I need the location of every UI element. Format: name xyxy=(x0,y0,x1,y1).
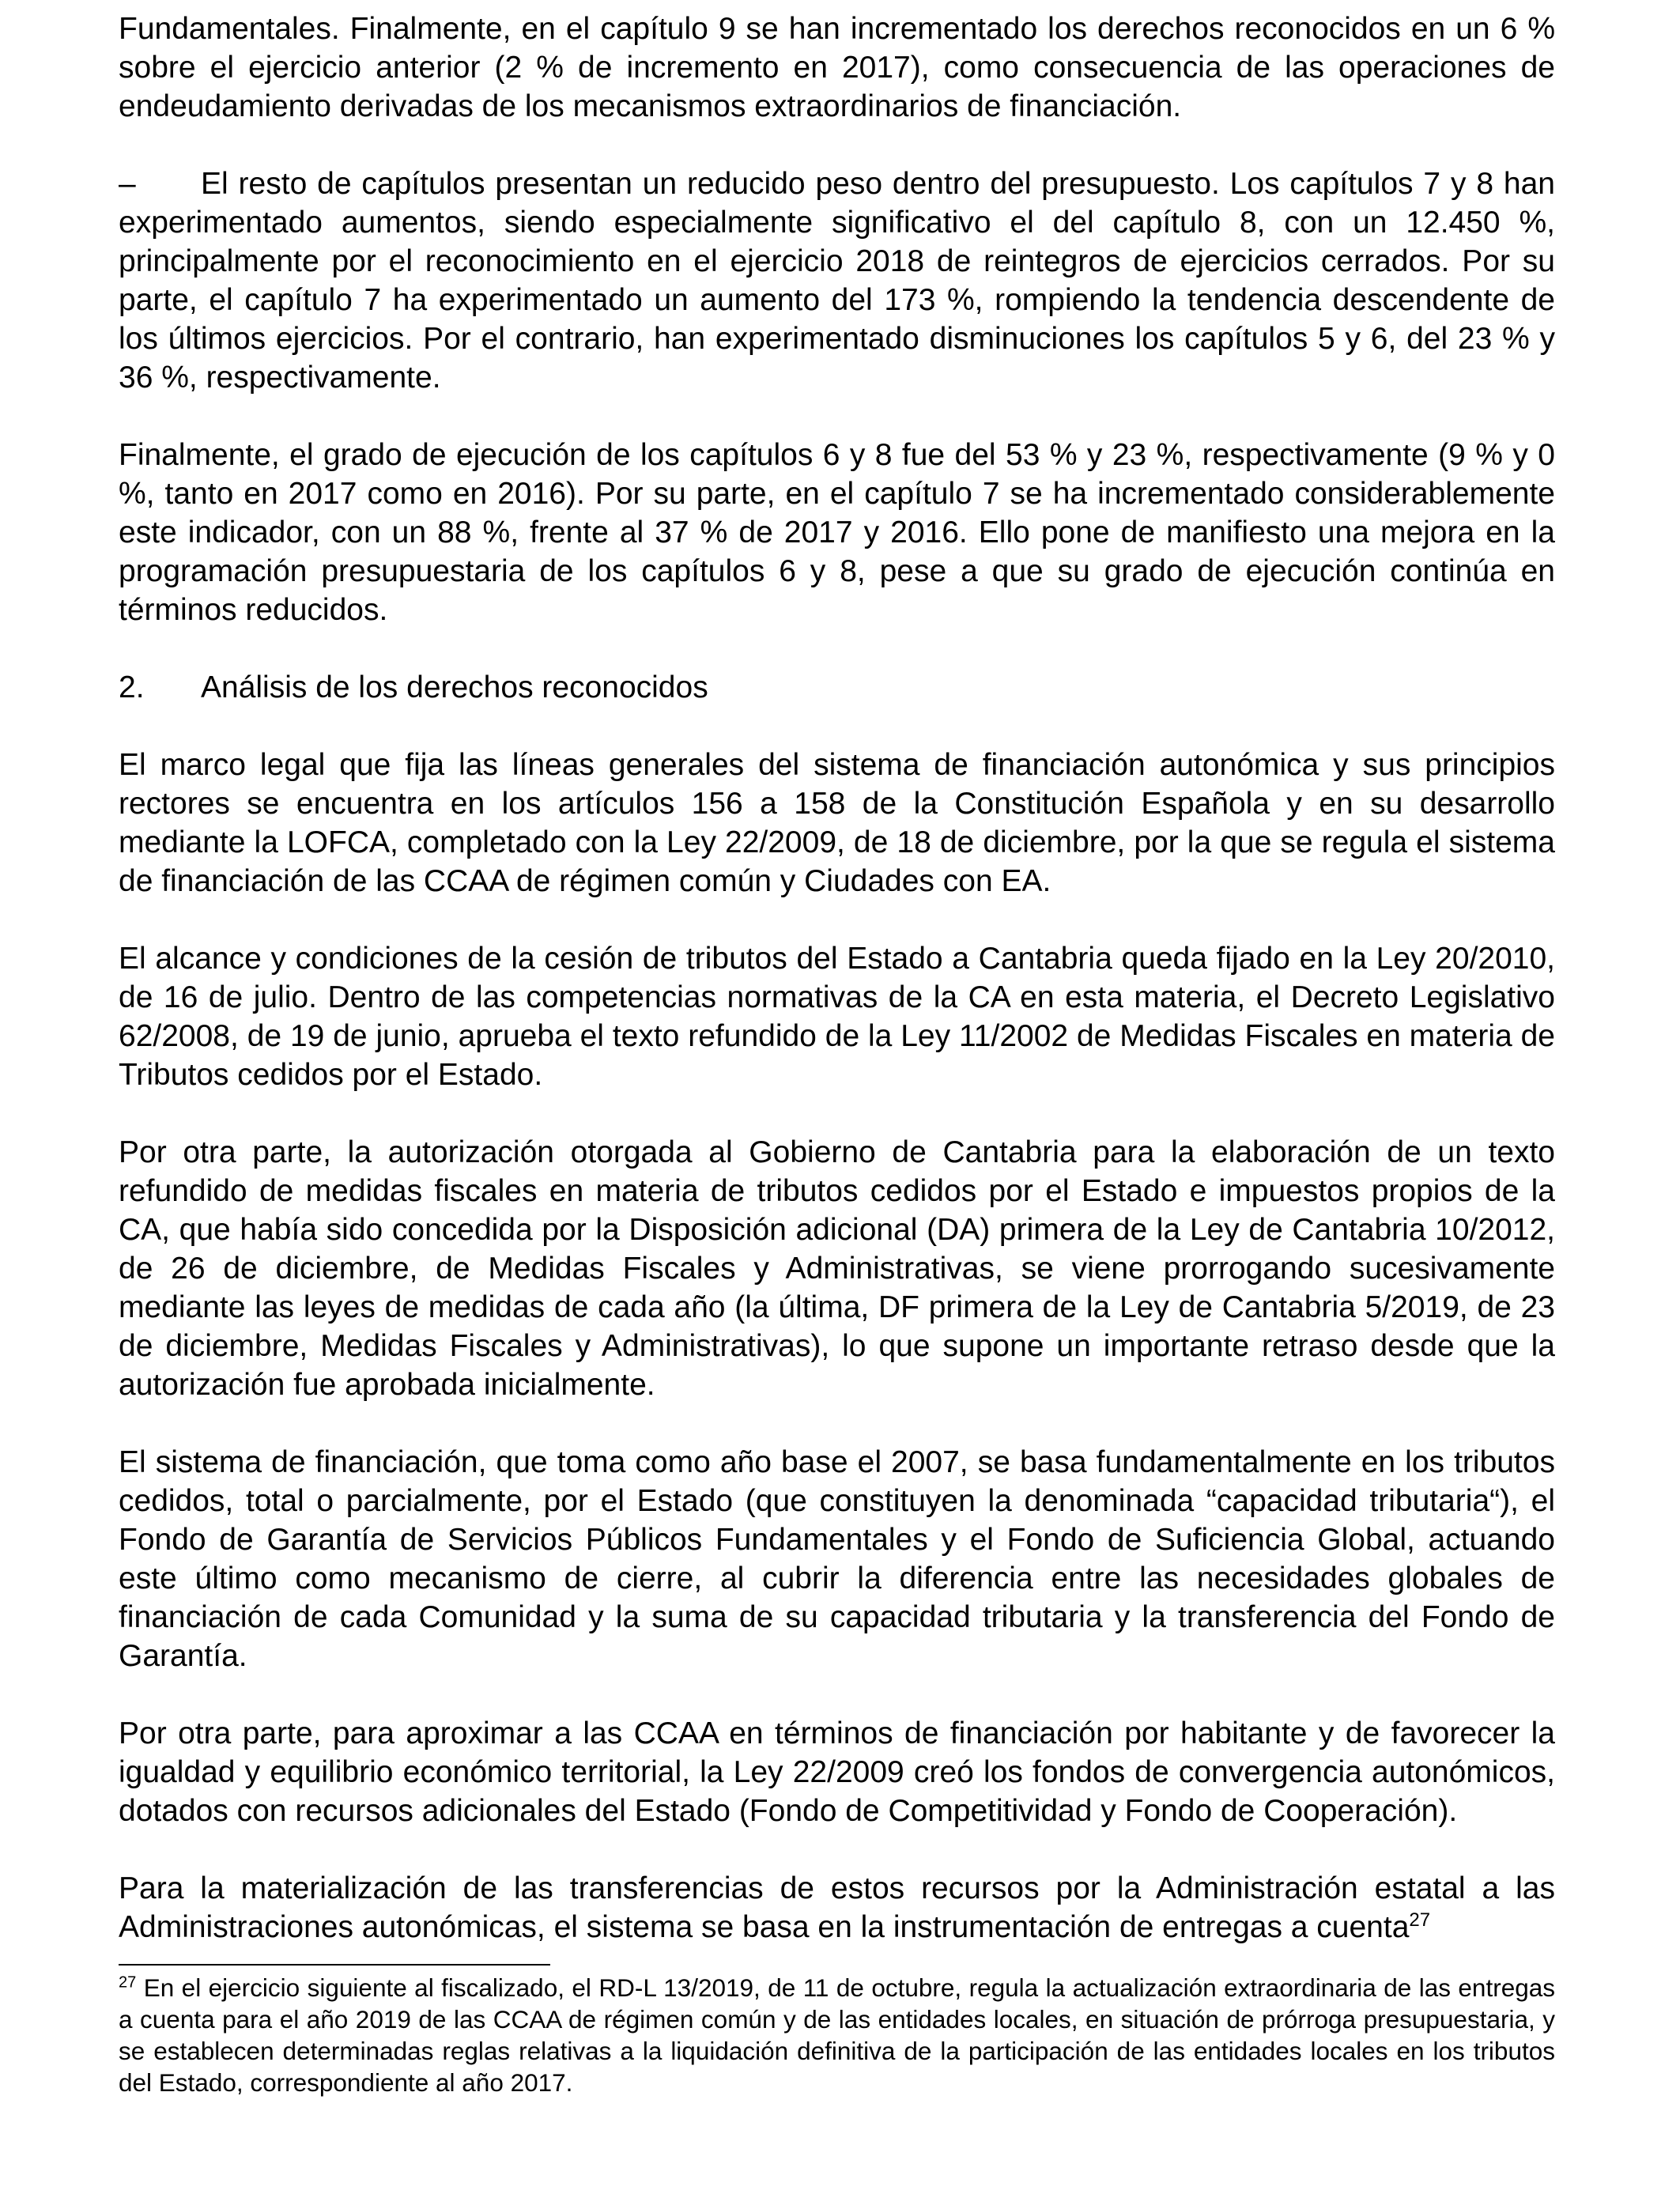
bullet-dash: – xyxy=(119,167,136,201)
bullet-text: El resto de capítulos presentan un reducido peso dentro del presupuesto. Los capítulos 7 y 8 han experimentado aumentos, siendo especialmente significativo el del capítulo 8, con un 12.450 %, principalmente por el reconocimiento en el ejercicio 2018 de reintegros de ejercicios cerrados. Por su parte, el capítulo 7 ha experimentado un aumento del 173 %, rompiendo la tendencia descendente de los últimos ejercicios. Por el contrario, han experimentado disminuciones los capítulos 5 y 6, del 23 % y 36 %, respectivamente. xyxy=(119,167,1555,395)
section-heading xyxy=(119,668,1555,707)
footnote-text: En el ejercicio siguiente al fiscalizado, el RD-L 13/2019, de 11 de octubre, regula la actualización extraordinaria de las entregas a cuenta para el año 2019 de las CCAA de régimen común y de las entidades locales, en situación de prórroga presupuestaria, y se establecen determinadas reglas relativas a la liquidación definitiva de la participación de las entidades locales en los tributos del Estado, correspondiente al año 2017. xyxy=(119,1973,1555,2097)
paragraph-marco-legal: El marco legal que fija las líneas generales del sistema de financiación autonómica y sus principios rectores se encuentra en los artículos 156 a 158 de la Constitución Española y en su desarrollo mediante la LOFCA, completado con la Ley 22/2009, de 18 de diciembre, por la que se regula el sistema de financiación de las CCAA de régimen común y Ciudades con EA. xyxy=(119,748,1555,898)
paragraph-fondos-convergencia: Por otra parte, para aproximar a las CCAA en términos de financiación por habitante y de favorecer la igualdad y equilibrio económico territorial, la Ley 22/2009 creó los fondos de convergencia autonómicos, dotados con recursos adicionales del Estado (Fondo de Competitividad y Fondo de Cooperación). xyxy=(119,1716,1555,1828)
paragraph-sistema-financiacion: El sistema de financiación, que toma como año base el 2007, se basa fundamentalmente en los tributos cedidos, total o parcialmente, por el Estado (que constituyen la denominada “capacidad tributaria“), el Fondo de Garantía de Servicios Públicos Fundamentales y el Fondo de Suficiencia Global, actuando este último como mecanismo de cierre, al cubrir la diferencia entre las necesidades globales de financiación de cada Comunidad y la suma de su capacidad tributaria y la transferencia del Fondo de Garantía. xyxy=(119,1445,1555,1673)
paragraph-grado-ejecucion: Finalmente, el grado de ejecución de los capítulos 6 y 8 fue del 53 % y 23 %, respectivamente (9 % y 0 %, tanto en 2017 como en 2016). Por su parte, en el capítulo 7 se ha incrementado considerablemente este indicador, con un 88 %, frente al 37 % de 2017 y 2016. Ello pone de manifiesto una mejora en la programación presupuestaria de los capítulos 6 y 8, pese a que su grado de ejecución continúa en términos reducidos. xyxy=(119,438,1555,627)
paragraph-capitulo-9: Fundamentales. Finalmente, en el capítulo 9 se han incrementado los derechos reconocidos en un 6 % sobre el ejercicio anterior (2 % de incremento en 2017), como consecuencia de las operaciones de endeudamiento derivadas de los mecanismos extraordinarios de financiación. xyxy=(119,12,1555,123)
paragraph-entregas-cuenta-text: Para la materialización de las transferencias de estos recursos por la Administración estatal a las Administraciones autonómicas, el sistema se basa en la instrumentación de entregas a cuenta xyxy=(119,1871,1555,1944)
footnote-number: 27 xyxy=(119,1973,137,1992)
bullet-paragraph-resto-capitulos xyxy=(119,164,1555,397)
section-title: Análisis de los derechos reconocidos xyxy=(201,670,708,704)
paragraph-entregas-cuenta xyxy=(119,1869,1555,1947)
paragraph-autorizacion-gobierno: Por otra parte, la autorización otorgada al Gobierno de Cantabria para la elaboración de un texto refundido de medidas fiscales en materia de tributos cedidos por el Estado e impuestos propios de la CA, que había sido concedida por la Disposición adicional (DA) primera de la Ley de Cantabria 10/2012, de 26 de diciembre, de Medidas Fiscales y Administrativas, se viene prorrogando sucesivamente mediante las leyes de medidas de cada año (la última, DF primera de la Ley de Cantabria 5/2019, de 23 de diciembre, Medidas Fiscales y Administrativas), lo que supone un importante retraso desde que la autorización fue aprobada inicialmente. xyxy=(119,1135,1555,1402)
footnote-reference[interactable]: 27 xyxy=(1409,1909,1431,1931)
footnote xyxy=(119,1972,1555,2098)
section-number: 2. xyxy=(119,670,145,704)
footnote-separator xyxy=(119,1964,550,1966)
paragraph-cesion-tributos: El alcance y condiciones de la cesión de tributos del Estado a Cantabria queda fijado en la Ley 20/2010, de 16 de julio. Dentro de las competencias normativas de la CA en esta materia, el Decreto Legislativo 62/2008, de 19 de junio, aprueba el texto refundido de la Ley 11/2002 de Medidas Fiscales en materia de Tributos cedidos por el Estado. xyxy=(119,942,1555,1092)
